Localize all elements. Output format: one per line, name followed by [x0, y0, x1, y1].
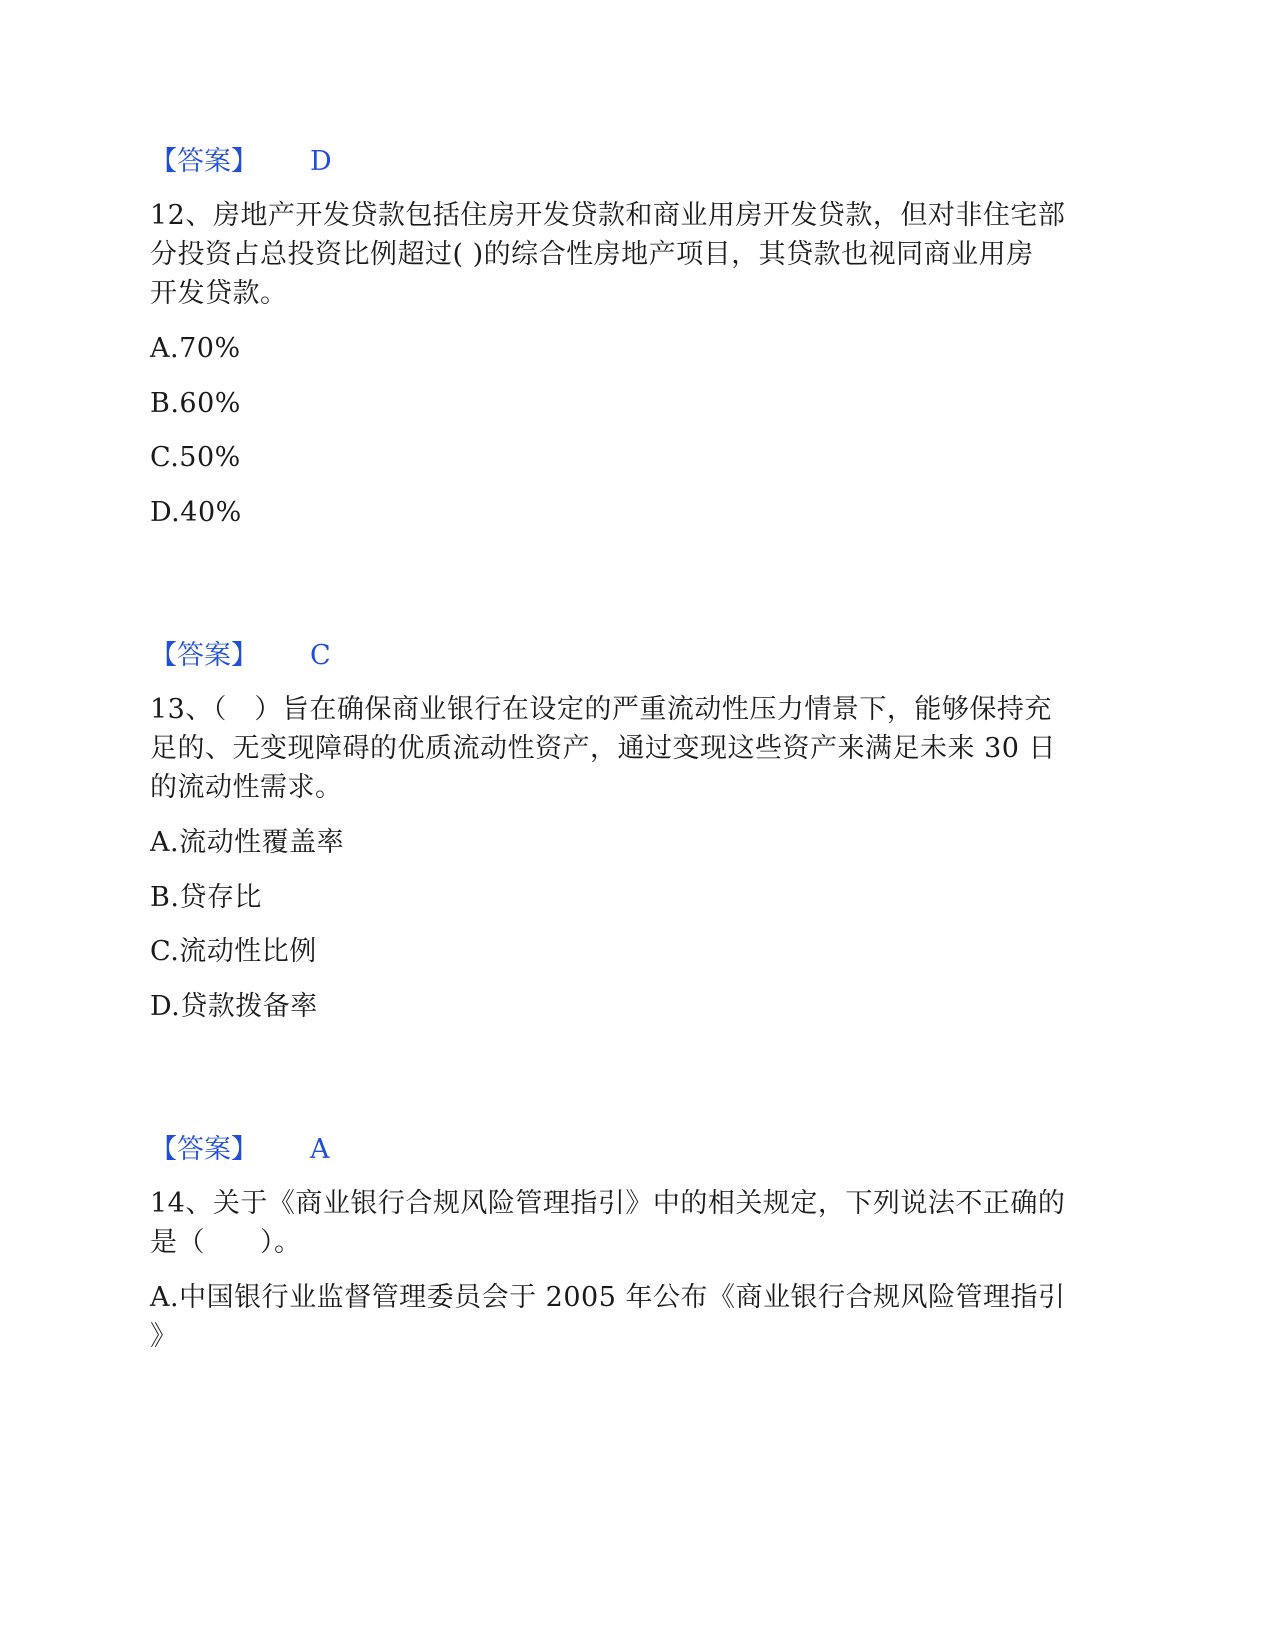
answer-row: [150, 142, 450, 182]
option-b: B.60%: [150, 388, 241, 419]
answer-value: A: [310, 1134, 330, 1165]
option-c: C.50%: [150, 442, 241, 473]
answer-label: 【答案】: [150, 1134, 258, 1165]
answer-value: C: [310, 640, 331, 671]
question-13-line-2: 足的、无变现障碍的优质流动性资产，通过变现这些资产来满足未来 30 日: [150, 733, 1057, 764]
option-a: A.70%: [150, 333, 241, 364]
option-d: D.40%: [150, 497, 242, 528]
option-d: D.贷款拨备率: [150, 991, 318, 1022]
question-12-line-3: 开发贷款。: [150, 278, 288, 309]
question-14-line-1: 14、关于《商业银行合规风险管理指引》中的相关规定，下列说法不正确的: [150, 1188, 1066, 1219]
option-b: B.贷存比: [150, 882, 262, 913]
question-13-line-3: 的流动性需求。: [150, 772, 343, 803]
option-c: C.流动性比例: [150, 936, 317, 967]
answer-value: D: [310, 146, 332, 177]
option-a: A.中国银行业监督管理委员会于 2005 年公布《商业银行合规风险管理指引: [150, 1282, 1066, 1313]
question-12-line-1: 12、房地产开发贷款包括住房开发贷款和商业用房开发贷款，但对非住宅部: [150, 200, 1066, 231]
answer-row: [150, 1130, 450, 1170]
option-a: A.流动性覆盖率: [150, 827, 345, 858]
question-13-line-1: 13、（ ）旨在确保商业银行在设定的严重流动性压力情景下，能够保持充: [150, 694, 1052, 725]
answer-label: 【答案】: [150, 146, 258, 177]
question-14-line-2: 是（ ）。: [150, 1227, 302, 1258]
answer-label: 【答案】: [150, 640, 258, 671]
answer-row: [150, 636, 450, 676]
question-12-line-2: 分投资占总投资比例超过( )的综合性房地产项目，其贷款也视同商业用房: [150, 239, 1034, 270]
option-a-continued: 》: [150, 1321, 178, 1352]
